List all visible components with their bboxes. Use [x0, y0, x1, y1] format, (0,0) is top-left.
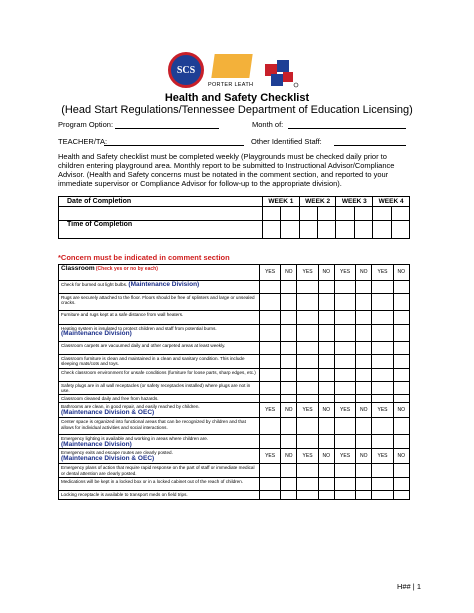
time-completion-label: Time of Completion	[59, 221, 263, 239]
check-cell[interactable]	[334, 435, 355, 449]
check-cell[interactable]	[318, 478, 334, 491]
check-cell[interactable]	[318, 355, 334, 369]
no-label: NO	[393, 403, 409, 418]
check-cell[interactable]	[393, 325, 409, 342]
week-cell[interactable]	[263, 221, 281, 239]
yes-label: YES	[372, 403, 393, 418]
check-cell[interactable]	[393, 368, 409, 381]
check-cell[interactable]	[393, 478, 409, 491]
no-label: NO	[356, 449, 372, 464]
check-cell[interactable]	[372, 395, 393, 403]
check-cell[interactable]	[372, 342, 393, 355]
check-cell[interactable]	[260, 342, 281, 355]
checklist-row: Classroom carpets are vacuumed daily and other carpeted areas at least weekly.	[59, 342, 260, 355]
month-of-field[interactable]	[288, 128, 406, 129]
week-1-header: WEEK 1	[263, 197, 300, 207]
week-cell[interactable]	[336, 207, 354, 221]
yes-label: YES	[297, 449, 318, 464]
check-cell[interactable]	[318, 311, 334, 325]
week-cell[interactable]	[318, 207, 336, 221]
check-cell[interactable]	[334, 311, 355, 325]
check-cell[interactable]	[393, 395, 409, 403]
checklist-row: Center space is organized into functional areas that can be recognized by children and that allows for individual activities and social interactions.	[59, 418, 260, 435]
teacher-ta-label: TEACHER/TA:	[58, 137, 108, 146]
head-start-logo	[263, 56, 299, 88]
porter-leath-logo	[211, 54, 252, 78]
week-cell[interactable]	[299, 221, 317, 239]
check-cell[interactable]	[281, 381, 297, 395]
page-subtitle: (Head Start Regulations/Tennessee Department of Education Licensing)	[61, 104, 413, 116]
week-cell[interactable]	[263, 207, 281, 221]
check-cell[interactable]	[260, 368, 281, 381]
check-cell[interactable]	[334, 325, 355, 342]
check-cell[interactable]	[260, 355, 281, 369]
check-cell[interactable]	[297, 464, 318, 478]
check-cell[interactable]	[334, 368, 355, 381]
yes-header: YES	[260, 265, 281, 281]
check-cell[interactable]	[318, 294, 334, 311]
check-cell[interactable]	[297, 395, 318, 403]
program-option-label: Program Option:	[58, 120, 114, 129]
check-cell[interactable]	[393, 381, 409, 395]
week-cell[interactable]	[318, 221, 336, 239]
no-label: NO	[318, 449, 334, 464]
week-4-header: WEEK 4	[373, 197, 410, 207]
check-cell[interactable]	[356, 381, 372, 395]
checklist-row: Emergency plans of action that require rapid response on the part of staff or immediate medical or dental attention are clearly posted.	[59, 464, 260, 478]
check-cell[interactable]	[372, 418, 393, 435]
checklist-row: Heating system is insulated to protect children and staff from potential burns. (Maintenance Division)	[59, 325, 260, 342]
check-cell[interactable]	[281, 368, 297, 381]
no-header: NO	[281, 265, 297, 281]
checklist-row: Emergency exits and escape routes are clearly posted. (Maintenance Division & OEC)	[59, 449, 260, 464]
maintenance-oec-tag: (Maintenance Division & OEC)	[61, 454, 155, 462]
check-cell[interactable]	[372, 311, 393, 325]
check-cell[interactable]	[318, 381, 334, 395]
week-3-header: WEEK 3	[336, 197, 373, 207]
scs-logo: SCS	[168, 52, 204, 88]
check-cell[interactable]	[318, 281, 334, 294]
no-header: NO	[393, 265, 409, 281]
check-cell[interactable]	[281, 325, 297, 342]
check-cell[interactable]	[297, 294, 318, 311]
check-cell[interactable]	[356, 435, 372, 449]
check-cell[interactable]	[297, 491, 318, 500]
check-cell[interactable]	[281, 395, 297, 403]
week-cell[interactable]	[391, 207, 409, 221]
check-cell[interactable]	[356, 478, 372, 491]
intro-paragraph: Health and Safety checklist must be completed weekly (Playgrounds must be checked daily prior to children entering playground area. Monthly report to be submitted to Instructional Advisor/Compliance Advisor. (Health and Safety concerns must be notated in the comment section, and reported to your immediate supervisor or Compliance Advisor for follow-up to the appropriate division).	[58, 152, 395, 188]
teacher-ta-field[interactable]	[104, 145, 244, 146]
week-cell[interactable]	[281, 207, 299, 221]
concern-note: *Concern must be indicated in comment section	[58, 253, 230, 262]
page-title: Health and Safety Checklist	[164, 92, 310, 104]
check-cell[interactable]	[372, 294, 393, 311]
check-cell[interactable]	[281, 294, 297, 311]
check-cell[interactable]	[297, 418, 318, 435]
week-cell[interactable]	[373, 207, 391, 221]
check-cell[interactable]	[393, 281, 409, 294]
page-footer: H## | 1	[396, 582, 421, 591]
check-cell[interactable]	[334, 395, 355, 403]
check-cell[interactable]	[281, 342, 297, 355]
check-cell[interactable]	[356, 294, 372, 311]
checklist-row: Emergency lighting is available and working in areas where children are. (Maintenance Division)	[59, 435, 260, 449]
week-cell[interactable]	[299, 207, 317, 221]
checklist-row: Check for burned out light bulbs. (Maintenance Division)	[59, 281, 260, 294]
week-cell[interactable]	[373, 221, 391, 239]
other-staff-field[interactable]	[334, 145, 406, 146]
check-cell[interactable]	[372, 491, 393, 500]
check-cell[interactable]	[334, 464, 355, 478]
checklist-row: Classroom cleaned daily and free from hazards.	[59, 395, 260, 403]
no-label: NO	[281, 449, 297, 464]
checklist-row: Furniture and rugs kept at a safe distance from wall heaters.	[59, 311, 260, 325]
checklist-row: Check classroom environment for unsafe conditions (furniture for loose parts, sharp edges, etc.)	[59, 368, 260, 381]
check-cell[interactable]	[372, 281, 393, 294]
check-cell[interactable]	[334, 294, 355, 311]
check-cell[interactable]	[318, 464, 334, 478]
week-cell[interactable]	[391, 221, 409, 239]
checklist-row: Bathrooms are clean, in good repair, and easily reached by children. (Maintenance Division & OEC)	[59, 403, 260, 418]
check-cell[interactable]	[260, 491, 281, 500]
check-cell[interactable]	[318, 418, 334, 435]
check-cell[interactable]	[281, 478, 297, 491]
checklist-row: Locking receptacle is available to transport meds on field trips.	[59, 491, 260, 500]
check-cell[interactable]	[393, 491, 409, 500]
check-cell[interactable]	[297, 342, 318, 355]
check-cell[interactable]	[318, 395, 334, 403]
check-cell[interactable]	[260, 435, 281, 449]
yes-label: YES	[372, 449, 393, 464]
checklist-row: Safety plugs are in all wall receptacles (or safety receptacles installed) where plugs are not in use.	[59, 381, 260, 395]
check-cell[interactable]	[297, 311, 318, 325]
check-cell[interactable]	[356, 491, 372, 500]
check-cell[interactable]	[372, 368, 393, 381]
check-cell[interactable]	[297, 281, 318, 294]
check-cell[interactable]	[393, 464, 409, 478]
completion-table	[58, 196, 410, 239]
check-cell[interactable]	[297, 478, 318, 491]
check-cell[interactable]	[356, 325, 372, 342]
check-cell[interactable]	[281, 355, 297, 369]
month-of-label: Month of:	[252, 120, 284, 129]
check-cell[interactable]	[393, 342, 409, 355]
check-cell[interactable]	[372, 478, 393, 491]
check-cell[interactable]	[393, 355, 409, 369]
check-cell[interactable]	[372, 464, 393, 478]
check-cell[interactable]	[318, 491, 334, 500]
check-cell[interactable]	[260, 464, 281, 478]
check-cell[interactable]	[281, 418, 297, 435]
logo-group	[168, 52, 328, 92]
check-cell[interactable]	[260, 418, 281, 435]
check-cell[interactable]	[297, 381, 318, 395]
check-cell[interactable]	[318, 342, 334, 355]
checklist-table	[58, 264, 410, 500]
yes-header: YES	[372, 265, 393, 281]
porter-leath-wordmark: PORTER LEATH	[208, 82, 254, 88]
maintenance-tag: (Maintenance Division)	[61, 330, 132, 338]
check-cell[interactable]	[281, 491, 297, 500]
week-2-header: WEEK 2	[299, 197, 336, 207]
check-cell[interactable]	[356, 355, 372, 369]
check-cell[interactable]	[334, 355, 355, 369]
check-cell[interactable]	[393, 418, 409, 435]
date-completion-label: Date of Completion	[59, 197, 263, 207]
check-cell[interactable]	[260, 478, 281, 491]
checklist-row: Classroom furniture is clean and maintained in a clean and sanitary condition. This include sleeping mats/cots and toys.	[59, 355, 260, 369]
check-cell[interactable]	[393, 294, 409, 311]
no-label: NO	[281, 403, 297, 418]
no-header: NO	[318, 265, 334, 281]
check-cell[interactable]	[260, 325, 281, 342]
check-cell[interactable]	[356, 281, 372, 294]
week-cell[interactable]	[354, 207, 372, 221]
check-cell[interactable]	[260, 294, 281, 311]
check-cell[interactable]	[356, 368, 372, 381]
program-option-field[interactable]	[115, 128, 219, 129]
check-cell[interactable]	[260, 281, 281, 294]
check-cell[interactable]	[372, 325, 393, 342]
check-cell[interactable]	[334, 342, 355, 355]
yes-label: YES	[334, 403, 355, 418]
checklist-header	[59, 265, 260, 281]
yes-label: YES	[260, 403, 281, 418]
no-label: NO	[393, 449, 409, 464]
maintenance-tag: (Maintenance Division)	[61, 440, 132, 448]
maintenance-oec-tag: (Maintenance Division & OEC)	[61, 408, 155, 416]
check-cell[interactable]	[260, 381, 281, 395]
check-cell[interactable]	[356, 311, 372, 325]
classroom-heading: Classroom	[61, 265, 95, 272]
check-cell[interactable]	[356, 464, 372, 478]
check-cell[interactable]	[260, 311, 281, 325]
yes-label: YES	[334, 449, 355, 464]
week-cell[interactable]	[336, 221, 354, 239]
check-cell[interactable]	[297, 368, 318, 381]
check-note: (Check yes or no by each)	[95, 266, 158, 272]
yes-header: YES	[297, 265, 318, 281]
checklist-row: Rugs are securely attached to the floor. Floors should be free of splinters and large or unsealed cracks.	[59, 294, 260, 311]
check-cell[interactable]	[318, 368, 334, 381]
check-cell[interactable]	[356, 342, 372, 355]
check-cell[interactable]	[297, 355, 318, 369]
check-cell[interactable]	[334, 491, 355, 500]
check-cell[interactable]	[318, 325, 334, 342]
yes-label: YES	[297, 403, 318, 418]
date-spacer	[59, 207, 263, 221]
check-cell[interactable]	[393, 435, 409, 449]
check-cell[interactable]	[281, 281, 297, 294]
no-label: NO	[356, 403, 372, 418]
yes-header: YES	[334, 265, 355, 281]
check-cell[interactable]	[297, 325, 318, 342]
check-cell[interactable]	[372, 381, 393, 395]
check-cell[interactable]	[334, 281, 355, 294]
check-cell[interactable]	[318, 435, 334, 449]
check-cell[interactable]	[334, 418, 355, 435]
checklist-row: Medications will be kept in a locked box or in a locked cabinet out of the reach of children.	[59, 478, 260, 491]
check-cell[interactable]	[372, 435, 393, 449]
check-cell[interactable]	[372, 355, 393, 369]
check-cell[interactable]	[260, 395, 281, 403]
check-cell[interactable]	[297, 435, 318, 449]
no-header: NO	[356, 265, 372, 281]
no-label: NO	[318, 403, 334, 418]
week-cell[interactable]	[354, 221, 372, 239]
check-cell[interactable]	[334, 381, 355, 395]
check-cell[interactable]	[281, 464, 297, 478]
check-cell[interactable]	[356, 418, 372, 435]
check-cell[interactable]	[281, 435, 297, 449]
yes-label: YES	[260, 449, 281, 464]
check-cell[interactable]	[334, 478, 355, 491]
week-cell[interactable]	[281, 221, 299, 239]
check-cell[interactable]	[393, 311, 409, 325]
other-staff-label: Other Identified Staff:	[251, 137, 322, 146]
check-cell[interactable]	[356, 395, 372, 403]
maintenance-tag: (Maintenance Division)	[128, 281, 200, 288]
check-cell[interactable]	[281, 311, 297, 325]
